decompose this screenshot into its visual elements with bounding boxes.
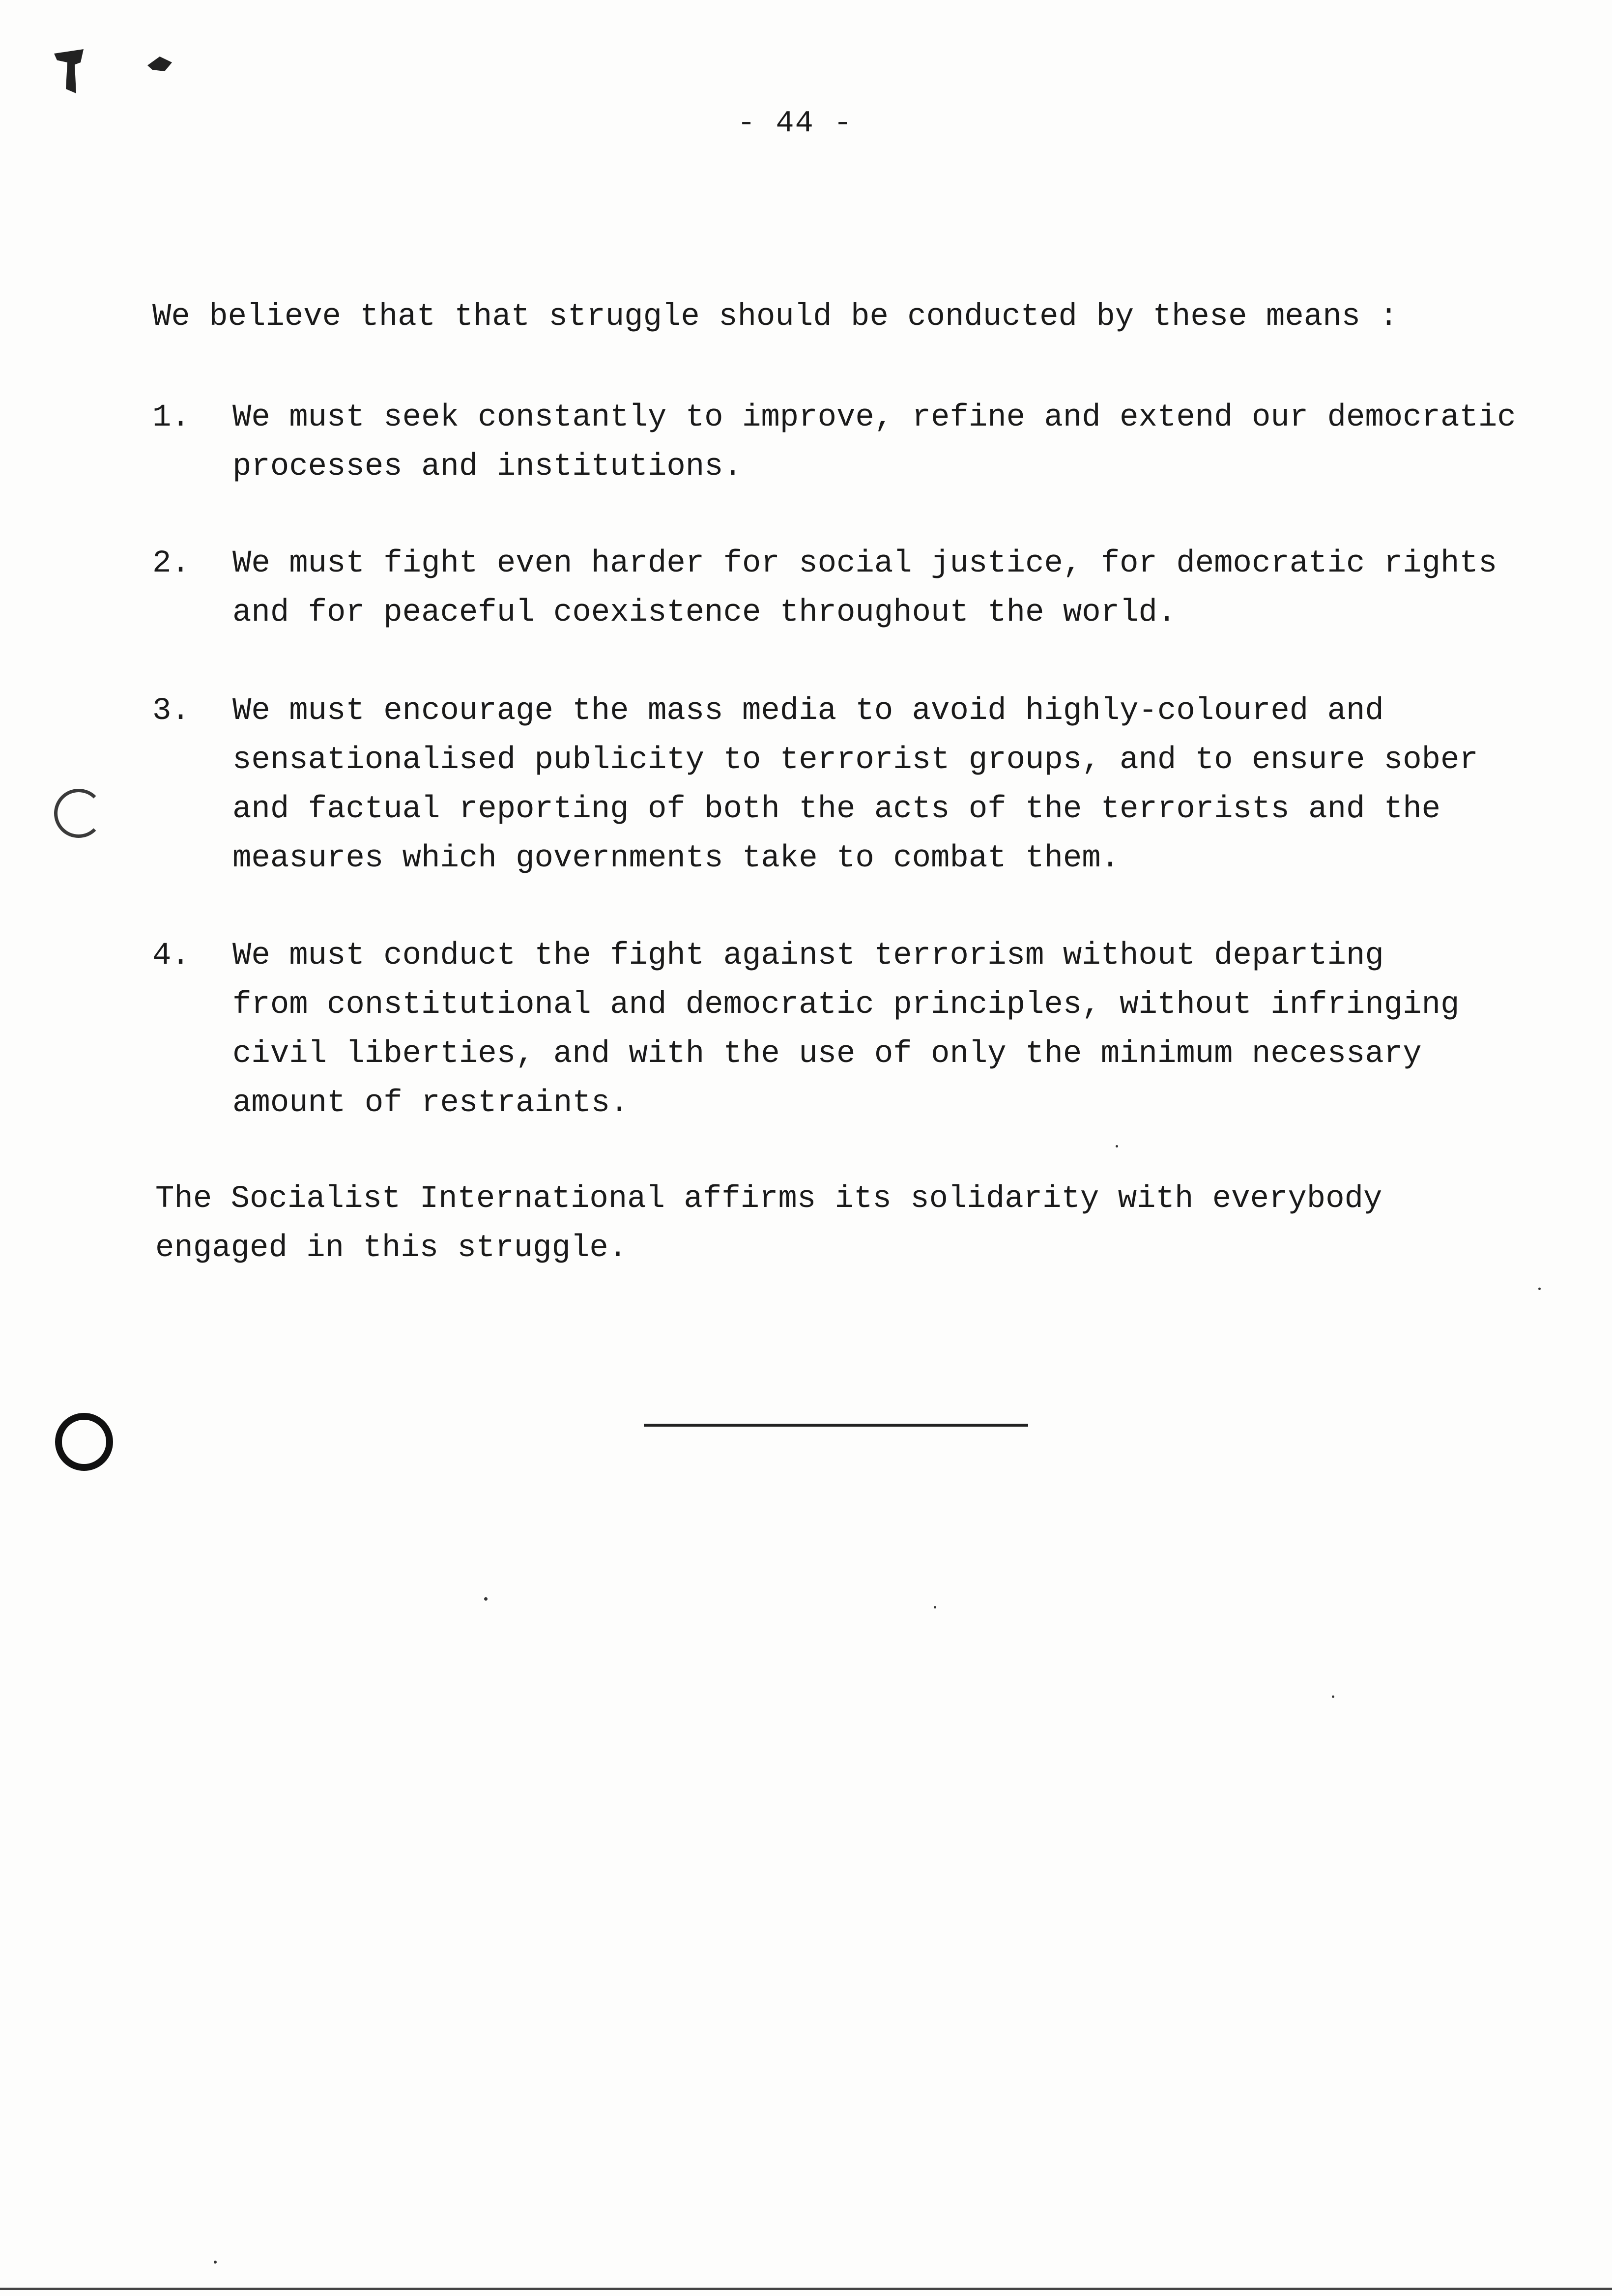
bottom-edge-line	[0, 2288, 1612, 2290]
ink-speck	[934, 1606, 936, 1608]
list-item-text	[232, 393, 1609, 491]
list-item-line: from constitutional and democratic principles, without infringing	[232, 987, 1460, 1023]
list-item-line: civil liberties, and with the use of only the minimum necessary	[232, 1036, 1422, 1072]
list-item-line: processes and institutions.	[232, 449, 742, 485]
closing-line: The Socialist International affirms its solidarity with everybody	[155, 1181, 1382, 1217]
ink-speck	[484, 1597, 488, 1601]
list-item-number: 4.	[152, 938, 190, 974]
list-item-line: sensationalised publicity to terrorist groups, and to ensure sober	[232, 743, 1478, 778]
ink-speck	[1116, 1145, 1118, 1148]
list-item-line: measures which governments take to combat them.	[232, 841, 1120, 876]
list-item-text	[232, 931, 1609, 1128]
list-item-line: We must encourage the mass media to avoid highly-coloured and	[232, 693, 1384, 729]
section-divider-rule	[644, 1424, 1028, 1427]
list-item-line: We must seek constantly to improve, refine and extend our democratic	[232, 400, 1516, 435]
list-item-line: We must conduct the fight against terrorism without departing	[232, 938, 1384, 974]
ink-speck	[214, 2261, 217, 2264]
list-item-number: 1.	[152, 400, 190, 435]
ink-speck	[1332, 1695, 1334, 1698]
list-item-number: 3.	[152, 693, 190, 729]
punch-hole-icon	[55, 1413, 113, 1471]
list-item-line: amount of restraints.	[232, 1086, 629, 1121]
punch-hole-icon	[54, 789, 103, 838]
list-item-line: We must fight even harder for social justice, for democratic rights	[232, 546, 1497, 581]
list-item-line: and for peaceful coexistence throughout the world.	[232, 595, 1177, 631]
ink-smudge-mark	[54, 49, 84, 93]
closing-line: engaged in this struggle.	[155, 1231, 628, 1266]
ink-smudge-mark	[147, 57, 172, 71]
page-number: - 44 -	[737, 106, 853, 141]
intro-paragraph: We believe that that struggle should be conducted by these means :	[152, 299, 1398, 335]
list-item-line: and factual reporting of both the acts of the terrorists and the	[232, 792, 1440, 827]
list-item-number: 2.	[152, 546, 190, 581]
closing-paragraph	[155, 1175, 1382, 1273]
ink-speck	[1538, 1288, 1541, 1290]
list-item-text	[232, 687, 1609, 883]
list-item-text	[232, 539, 1609, 637]
